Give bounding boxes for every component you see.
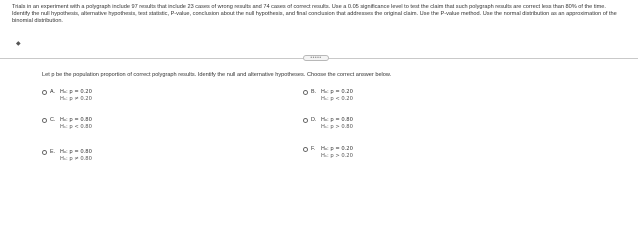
radio-button[interactable] <box>303 147 308 152</box>
null-hypothesis: H₀: p = 0.20 <box>60 89 92 95</box>
option-letter: C. <box>50 117 56 123</box>
null-hypothesis: H₀: p = 0.80 <box>60 117 92 123</box>
hypotheses <box>321 146 353 160</box>
null-hypothesis: H₀: p = 0.80 <box>60 149 92 155</box>
option-letter: B. <box>311 89 317 95</box>
divider-expand-handle[interactable] <box>303 55 329 61</box>
hypotheses <box>321 89 353 103</box>
null-hypothesis: H₀: p = 0.20 <box>321 146 353 152</box>
hypotheses <box>60 89 92 103</box>
option-letter: D. <box>311 117 317 123</box>
answer-option-c[interactable] <box>42 117 92 131</box>
null-hypothesis: H₀: p = 0.80 <box>321 117 353 123</box>
answer-option-f[interactable] <box>303 146 353 160</box>
alternative-hypothesis: H₁: p > 0.20 <box>321 153 353 160</box>
bullet-marker: ◆ <box>16 41 21 47</box>
alternative-hypothesis: H₁: p < 0.80 <box>60 124 92 131</box>
hypotheses <box>60 149 92 163</box>
answer-option-d[interactable] <box>303 117 353 131</box>
radio-button[interactable] <box>42 150 47 155</box>
hypotheses <box>60 117 92 131</box>
null-hypothesis: H₀: p = 0.20 <box>321 89 353 95</box>
radio-button[interactable] <box>42 118 47 123</box>
answer-option-a[interactable] <box>42 89 92 103</box>
hypotheses <box>321 117 353 131</box>
ellipsis-icon: ••••• <box>310 55 322 61</box>
alternative-hypothesis: H₁: p > 0.80 <box>321 124 353 131</box>
alternative-hypothesis: H₁: p ≠ 0.20 <box>60 96 92 103</box>
radio-button[interactable] <box>303 90 308 95</box>
answer-option-e[interactable] <box>42 149 92 163</box>
option-letter: E. <box>50 149 56 155</box>
radio-button[interactable] <box>42 90 47 95</box>
problem-statement: Trials in an experiment with a polygraph include 97 results that include 23 cases of wrong results and 74 cases of correct results. Use a 0.05 significance level to test the claim that such polygraph results are correct less than 80% of the time. Identify the null hypothesis, alternative hypothesis, test statistic, P-value, conclusion about the null hypothesis, and final conclusion that addresses the original claim. Use the P-value method. Use the normal distribution as an approximation of the binomial distribution. <box>12 4 617 25</box>
alternative-hypothesis: H₁: p ≠ 0.80 <box>60 156 92 163</box>
radio-button[interactable] <box>303 118 308 123</box>
alternative-hypothesis: H₁: p < 0.20 <box>321 96 353 103</box>
option-letter: F. <box>311 146 316 152</box>
question-prompt: Let p be the population proportion of correct polygraph results. Identify the null and alternative hypotheses. Choose the correct answer below. <box>42 72 392 78</box>
option-letter: A. <box>50 89 56 95</box>
answer-option-b[interactable] <box>303 89 353 103</box>
